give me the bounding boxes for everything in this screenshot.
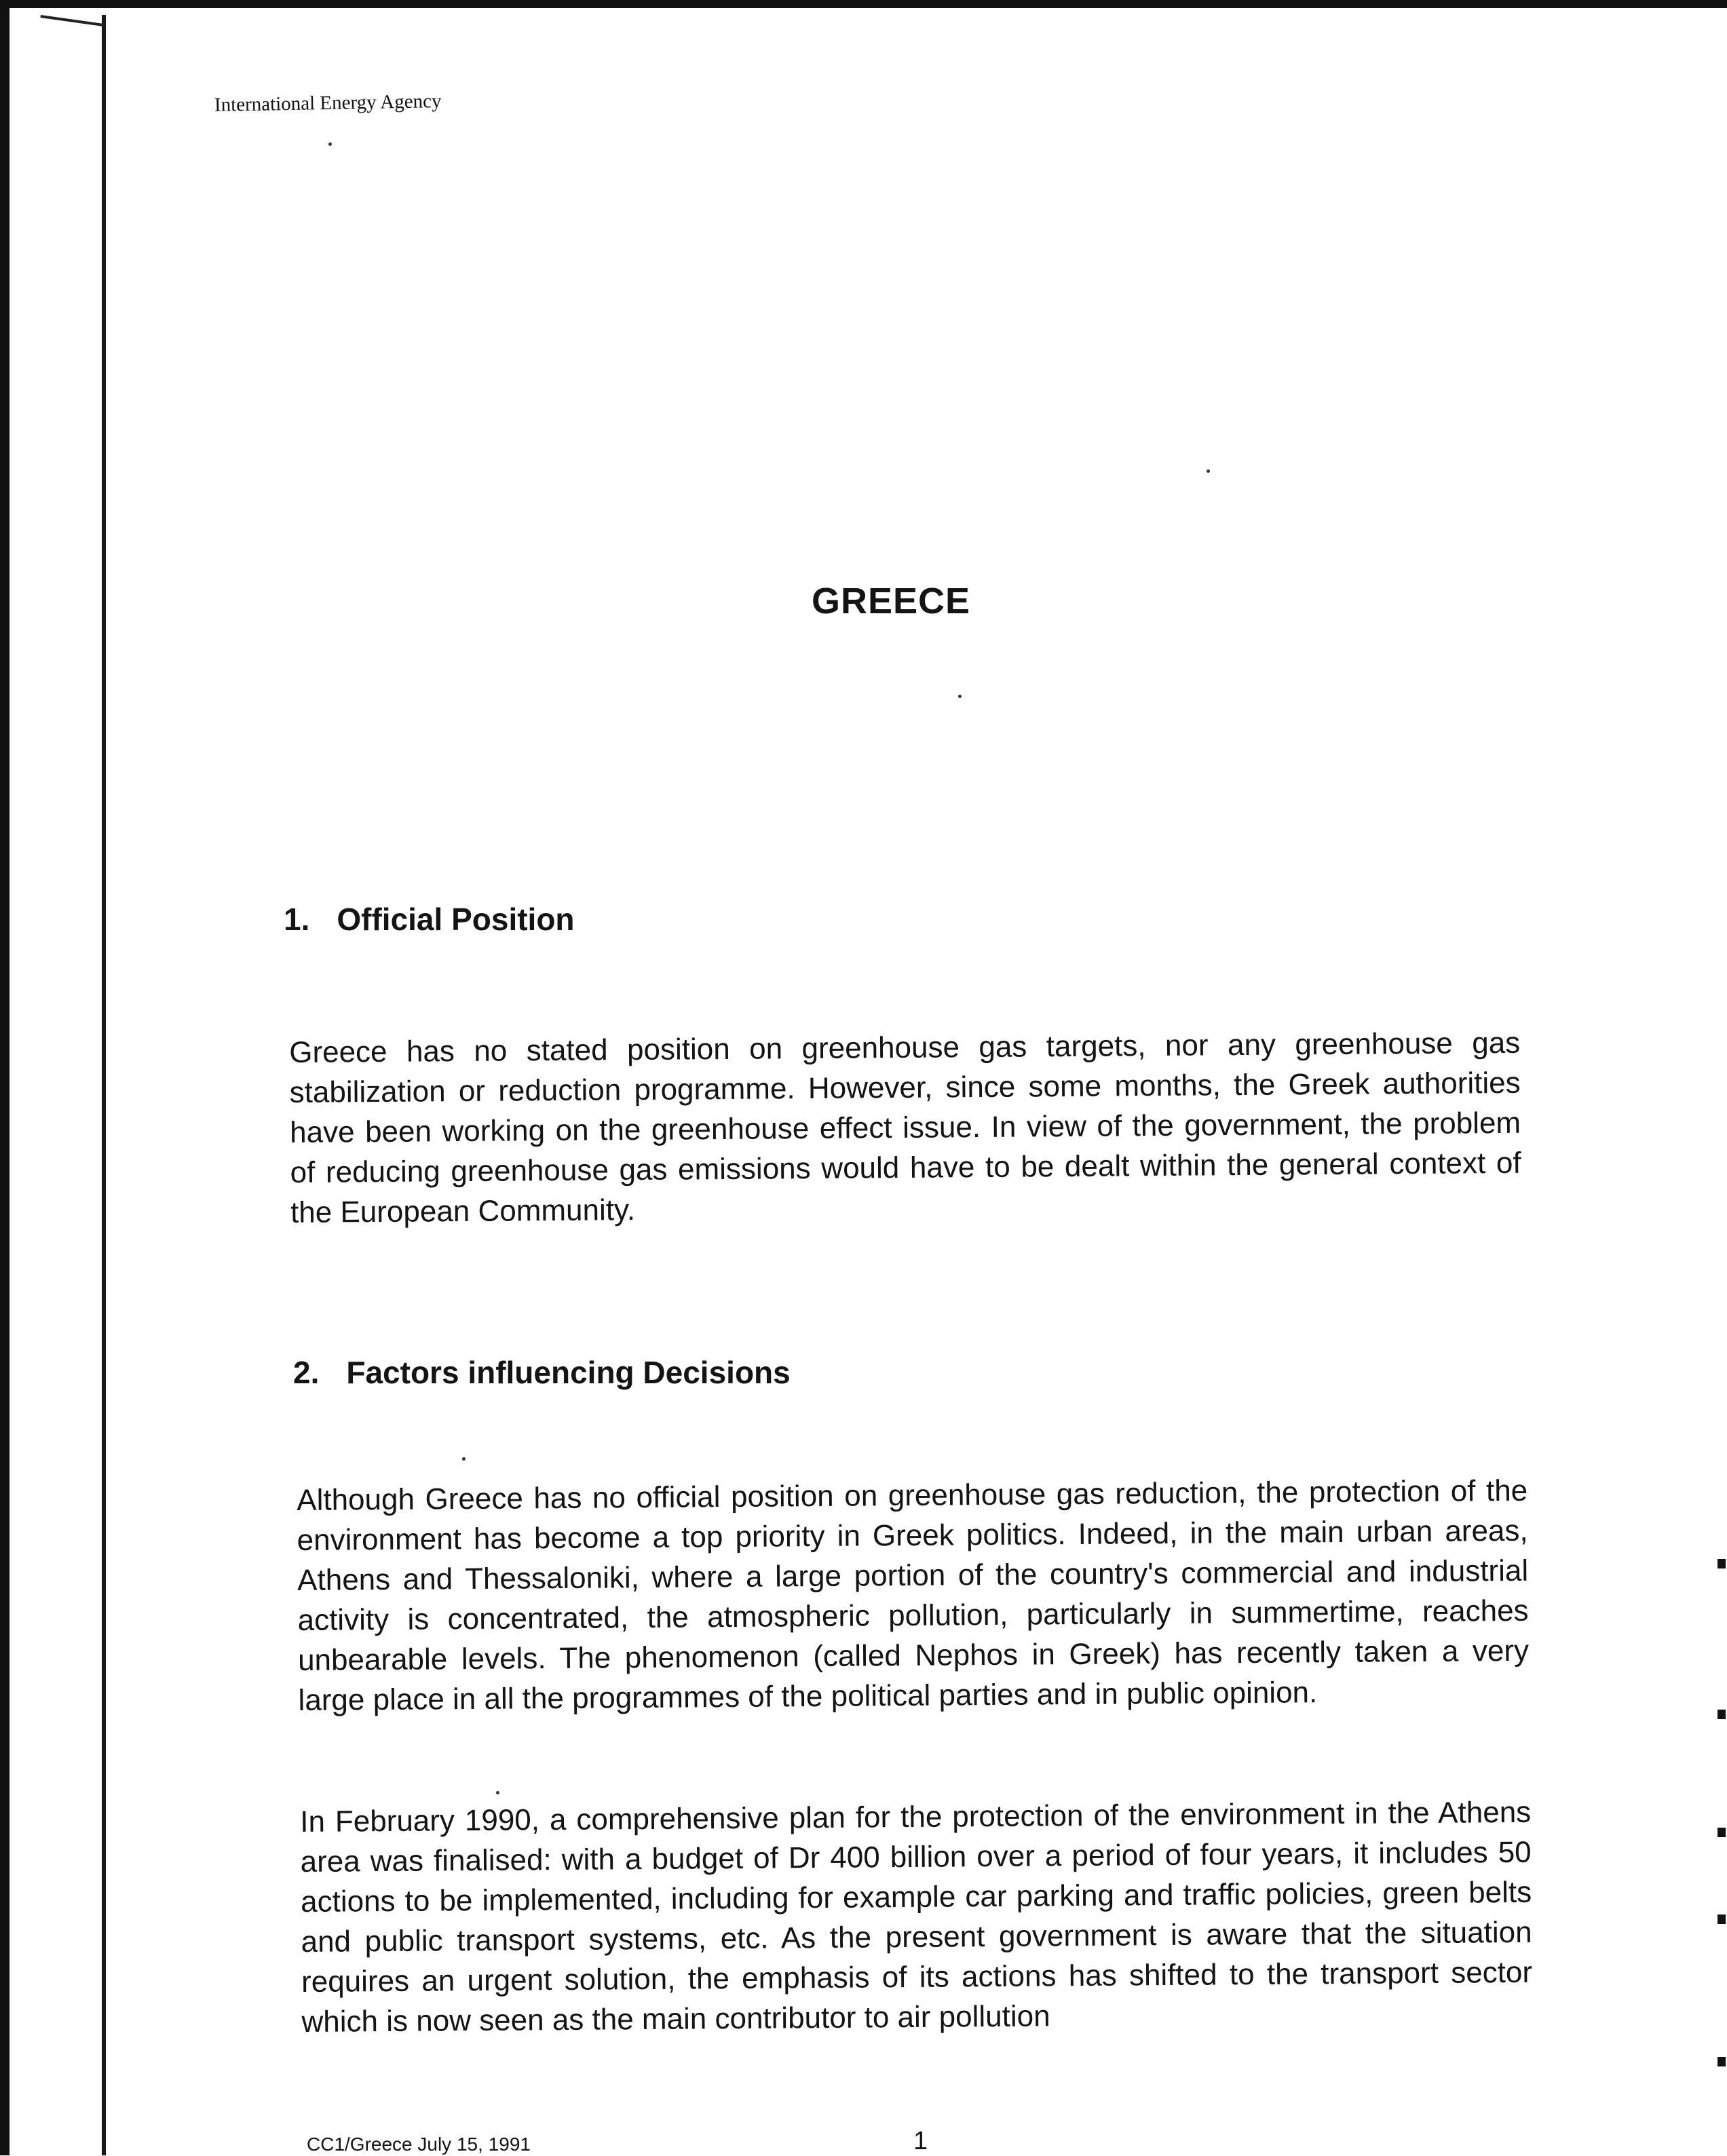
section-1-title: Official Position (337, 902, 575, 937)
scan-speck (462, 1457, 466, 1461)
margin-tick (1717, 1914, 1726, 1924)
scan-speck (496, 1791, 499, 1794)
margin-tick (1717, 1710, 1726, 1719)
margin-tick (1717, 2057, 1726, 2066)
header-agency: International Energy Agency (214, 90, 442, 116)
scan-speck (958, 695, 962, 698)
footer-document-ref: CC1/Greece July 15, 1991 (307, 2134, 531, 2155)
section-1-heading (284, 901, 575, 938)
margin-tick (1717, 1559, 1726, 1568)
binding-line (102, 15, 106, 2155)
scan-top-edge (0, 0, 1727, 8)
section-1-paragraph-1: Greece has no stated position on greenhouse gas targets, nor any greenhouse gas stabilization or reduction programme. However, since some months, the Greek authorities have been working on the greenhouse effect issue. In view of the government, the problem of reducing greenhouse gas emissions would have to be dealt within the general context of the European Community. (289, 1026, 1521, 1229)
section-2-paragraph-1: Although Greece has no official position on greenhouse gas reduction, the protection of the environment has become a top priority in Greek politics. Indeed, in the main urban areas, Athens and Thessaloniki, where a large portion of the country's commercial and industrial activity is concentrated, the atmospheric pollution, particularly in summertime, reaches unbearable levels. The phenomenon (called Nephos in Greek) has recently taken a very large place in all the programmes of the political parties and in public opinion. (297, 1474, 1530, 1717)
section-1-number: 1. (284, 902, 310, 937)
corner-mark (39, 15, 105, 32)
margin-tick (1717, 1828, 1726, 1837)
section-2-number: 2. (293, 1355, 320, 1390)
section-2-paragraph-2: In February 1990, a comprehensive plan for the protection of the environment in the Athens area was finalised: with a budget of Dr 400 billion over a period of four years, it includes 50 actions to be implemented, including for example car parking and traffic policies, green belts and public transport systems, etc. As the present government is aware that the situation requires an urgent solution, the emphasis of its actions has shifted to the transport sector which is now seen as the main contributor to air pollution (300, 1795, 1533, 2039)
page-title: GREECE (812, 581, 971, 621)
scan-left-edge (0, 0, 10, 2155)
page-number: 1 (913, 2127, 928, 2155)
scan-speck (1207, 469, 1210, 473)
section-2-title: Factors influencing Decisions (346, 1355, 791, 1390)
scan-speck (328, 142, 332, 146)
section-2-heading (293, 1354, 791, 1391)
